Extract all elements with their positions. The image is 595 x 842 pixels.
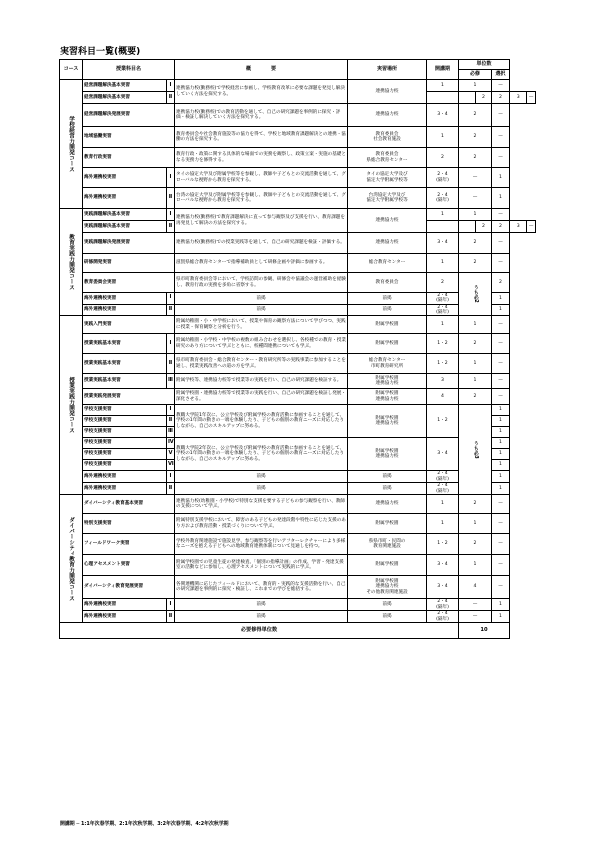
practicum-place: 前掲 bbox=[348, 471, 427, 483]
subject-summary: 教育委員会や社会教育施設等の協力を得て、学校と地域教育課題解決との連携・協働の方法を探究する。 bbox=[175, 127, 348, 148]
subject-summary: 前掲 bbox=[175, 293, 348, 305]
required-credits: 2 bbox=[459, 104, 492, 127]
offering-period: 1 bbox=[427, 209, 459, 221]
footnote: 開講期 ─ 1:1年次春学期、2:1年次秋学期、3:2年次春学期、4:2年次秋学期 bbox=[60, 821, 229, 827]
offering-period: 2・4 (隔年) bbox=[427, 304, 459, 316]
subject-summary: タイの協定大学及び附属学校等を参観し、教師や子どもとの交流活動を通して、グローバルな視野から教育を探究する。 bbox=[175, 168, 348, 188]
subject-summary: 附属学校等、連携協力校等で授業等の実践を行い、自己の研究課題を検証する。 bbox=[175, 374, 348, 389]
header-subject: 授業科目名 bbox=[83, 60, 175, 80]
offering-period: 2 bbox=[476, 221, 492, 233]
offering-period: 3・4 bbox=[427, 576, 459, 599]
offering-period: 1・2 bbox=[427, 405, 459, 438]
subject-number: Ⅱ bbox=[167, 221, 175, 233]
subject-name: 実践入門実習 bbox=[83, 316, 175, 334]
practicum-place: 前掲 bbox=[348, 483, 427, 495]
offering-period: 2・4 (隔年) bbox=[427, 483, 459, 495]
elective-credits: — bbox=[492, 254, 510, 273]
practicum-place: 前掲 bbox=[348, 293, 427, 305]
practicum-place: 附属学校園 bbox=[348, 316, 427, 334]
practicum-place: 連携協力校 bbox=[348, 495, 427, 514]
practicum-place: 前掲 bbox=[348, 599, 427, 611]
practicum-place: 附属学校園 連携協力校 bbox=[348, 389, 427, 405]
header-period: 開講期 bbox=[427, 60, 459, 80]
elective-credits: — bbox=[492, 374, 510, 389]
subject-name: 学校支援実習 bbox=[83, 427, 167, 438]
practicum-place: 教育委員会 県総合教育センター bbox=[348, 148, 427, 168]
table-row bbox=[60, 273, 536, 293]
total-value: 10 bbox=[459, 623, 510, 639]
subject-number: Ⅱ bbox=[167, 611, 175, 623]
practicum-place: 附属学校園 bbox=[348, 334, 427, 354]
practicum-place: 附属学校園 bbox=[348, 514, 427, 534]
required-note bbox=[459, 273, 492, 316]
subject-summary: 連携協力校(勤務校)で学校経営に参画し、学校教育改革に必要な課題を発見し解決していく方法を探究する。 bbox=[175, 80, 348, 104]
table-row bbox=[60, 555, 536, 576]
offering-period: 2 bbox=[492, 221, 510, 233]
required-credits: 2 bbox=[459, 389, 492, 405]
table-row bbox=[60, 168, 536, 188]
header-required: 必修 bbox=[459, 70, 492, 80]
table-row bbox=[60, 354, 536, 374]
practicum-place: 附属学校園 bbox=[348, 555, 427, 576]
offering-period: 3 bbox=[427, 374, 459, 389]
practicum-place: 連携協力校 bbox=[348, 233, 427, 254]
table-row bbox=[60, 254, 536, 273]
subject-number: Ⅰ bbox=[167, 405, 175, 416]
subject-summary: 滋賀県総合教育センターで指導補助員として研修企画や評価に参画する。 bbox=[175, 254, 348, 273]
subject-summary: 教職大学院1年次に、公立学校及び附属学校の教育活動に参画することを通して、学校の1年間の動きの一端を体験したり、子どもの個別の教育ニーズに対応したりしながら、自己のスキルアップに努める。 bbox=[175, 405, 348, 438]
elective-credits: 2 bbox=[492, 273, 510, 293]
offering-period: 2 bbox=[476, 92, 492, 104]
practicum-place: 台湾協定大学及び 協定大学附属学校等 bbox=[348, 188, 427, 209]
table-row bbox=[60, 599, 536, 611]
subject-number: Ⅱ bbox=[167, 483, 175, 495]
required-credits: 1 bbox=[459, 374, 492, 389]
practicum-place: 附属学校園 連携協力校 bbox=[348, 374, 427, 389]
practicum-place: 連携協力校 bbox=[348, 104, 427, 127]
subject-number: Ⅱ bbox=[167, 416, 175, 427]
elective-credits: 1 bbox=[492, 438, 510, 449]
table-row bbox=[60, 209, 536, 221]
table-row bbox=[60, 514, 536, 534]
required-credits: — bbox=[459, 168, 492, 188]
required-credits: 1 bbox=[459, 209, 492, 221]
subject-summary: 台湾の協定大学及び附属学校等を参観し、教師や子どもとの交流活動を通して、グローバルな視野から教育を探究する。 bbox=[175, 188, 348, 209]
table-row bbox=[60, 188, 536, 209]
offering-period: 1 bbox=[427, 254, 459, 273]
table-row bbox=[60, 495, 536, 514]
subject-name: 教育行政実習 bbox=[83, 148, 175, 168]
subject-number: Ⅵ bbox=[167, 460, 175, 471]
table-row bbox=[60, 405, 536, 416]
subject-summary: 附属幼稚園・小・中学校において、授業や保育の観察方法について学びつつ、実践に授業・保育観察と分析を行う。 bbox=[175, 316, 348, 334]
subject-number: Ⅰ bbox=[167, 471, 175, 483]
required-credits: 1 bbox=[459, 514, 492, 534]
elective-credits: — bbox=[492, 209, 510, 221]
required-credits: 3 bbox=[510, 92, 527, 104]
course-name bbox=[60, 316, 83, 495]
required-credits: 4 bbox=[459, 576, 492, 599]
elective-credits: 1 bbox=[492, 416, 510, 427]
required-note bbox=[459, 405, 492, 495]
subject-name: 海外連携校実習 bbox=[83, 483, 167, 495]
elective-credits: — bbox=[527, 221, 536, 233]
offering-period: 2・4 (隔年) bbox=[427, 188, 459, 209]
table-row bbox=[60, 334, 536, 354]
elective-credits: — bbox=[492, 534, 510, 555]
subject-number: Ⅱ bbox=[167, 188, 175, 209]
subject-name: 心理アセスメント実習 bbox=[83, 555, 175, 576]
elective-credits: 1 bbox=[492, 483, 510, 495]
subject-name: 学校支援実習 bbox=[83, 460, 167, 471]
required-credits: — bbox=[459, 611, 492, 623]
subject-summary: 連携協力校(勤務校)での授業実践等を通して、自己の研究課題を検証・評価する。 bbox=[175, 233, 348, 254]
header-credits: 単位数 bbox=[459, 60, 510, 70]
subject-summary: 連携協力校(勤務校)での教育活動を通して、自己の研究課題を事例的に探究・評価・検証し解決していく方法を探究する。 bbox=[175, 104, 348, 127]
subject-summary: 県市町教育委員会・総合教育センター・教育研究所等の実践事業に参加することを通し、授業実践改善への道の方を学ぶ。 bbox=[175, 354, 348, 374]
elective-credits: — bbox=[492, 514, 510, 534]
elective-credits: — bbox=[492, 354, 510, 374]
subject-number: Ⅱ bbox=[167, 354, 175, 374]
offering-period: 2・4 (隔年) bbox=[427, 168, 459, 188]
offering-period: 3・4 bbox=[427, 438, 459, 471]
offering-period: 1・2 bbox=[427, 534, 459, 555]
course-label: ダイバーシティ教育力開発コース bbox=[68, 516, 75, 601]
subject-name: 学校支援実習 bbox=[83, 405, 167, 416]
required-credits: 2 bbox=[459, 127, 492, 148]
required-credits: 2 bbox=[459, 254, 492, 273]
required-credits: 2 bbox=[459, 334, 492, 354]
required-credits: 2 bbox=[459, 148, 492, 168]
subject-name: 海外連携校実習 bbox=[83, 611, 167, 623]
elective-credits: 1 bbox=[492, 304, 510, 316]
practicum-table bbox=[59, 59, 536, 639]
elective-credits: 1 bbox=[492, 599, 510, 611]
subject-name: 授業実践発展実習 bbox=[83, 389, 175, 405]
subject-summary: 各関連機関に応じたフィールドにおいて、教育的・実践的な支援活動を行い、自己の研究課題を事例的に探究・検証し、これまでの学びを総括する。 bbox=[175, 576, 348, 599]
required-credits: 1 bbox=[459, 555, 492, 576]
subject-name: 海外連携校実習 bbox=[83, 471, 167, 483]
subject-summary: 附属特別支援学校において、障害のある子どもの発達段階や特性に応じた支援のあり方および教育活動・授業づくりについて学ぶ。 bbox=[175, 514, 348, 534]
elective-credits: 1 bbox=[492, 427, 510, 438]
subject-number: Ⅱ bbox=[167, 92, 175, 104]
offering-period: 1 bbox=[427, 127, 459, 148]
subject-summary: 教職大学院2年次に、公立学校及び附属学校の教育活動に参画することを通して、学校の1年間の動きの一端を体験したり、子どもの個別の教育ニーズに対応したりしながら、自己のスキルアップに努める。 bbox=[175, 438, 348, 471]
elective-credits: 1 bbox=[492, 611, 510, 623]
practicum-place: タイの協定大学及び 協定大学附属学校等 bbox=[348, 168, 427, 188]
required-note-label: うち必3 bbox=[472, 440, 478, 459]
course-name bbox=[60, 80, 83, 209]
elective-credits: 1 bbox=[492, 188, 510, 209]
course-name bbox=[60, 495, 83, 623]
subject-name: 研修開発実習 bbox=[83, 254, 175, 273]
table-row bbox=[60, 576, 536, 599]
subject-number: Ⅰ bbox=[167, 168, 175, 188]
elective-credits: — bbox=[492, 316, 510, 334]
offering-period: 1 bbox=[427, 514, 459, 534]
offering-period: 1・2 bbox=[427, 354, 459, 374]
course-name bbox=[60, 209, 83, 316]
required-credits: — bbox=[459, 599, 492, 611]
subject-name: 授業実践基本実習 bbox=[83, 374, 167, 389]
subject-name: 学校支援実習 bbox=[83, 416, 167, 427]
elective-credits: — bbox=[492, 233, 510, 254]
practicum-place: 附属学校園 連携協力校 bbox=[348, 438, 427, 471]
offering-period: 2・4 (隔年) bbox=[427, 599, 459, 611]
subject-name: 海外連携校実習 bbox=[83, 293, 167, 305]
subject-name: 経営課題解決発展実習 bbox=[83, 104, 175, 127]
subject-name: 授業実践基本実習 bbox=[83, 334, 167, 354]
offering-period: 2・4 (隔年) bbox=[427, 611, 459, 623]
practicum-place: 教育委員会 bbox=[348, 273, 427, 293]
subject-name: 学校支援実習 bbox=[83, 449, 167, 460]
required-credits: 2 bbox=[459, 495, 492, 514]
header-place: 実習場所 bbox=[348, 60, 427, 80]
subject-name: ダイバーシティ教育発展実習 bbox=[83, 576, 175, 599]
required-credits: — bbox=[459, 188, 492, 209]
practicum-place: 前掲 bbox=[348, 611, 427, 623]
subject-name: 経営課題解決基本実習 bbox=[83, 80, 167, 92]
offering-period: 2・4 (隔年) bbox=[427, 471, 459, 483]
subject-summary: 連携協力校(幼稚園・小学校)で特別な支援を要する子どもの参与観察を行い、教師の支援について学ぶ。 bbox=[175, 495, 348, 514]
subject-summary: 連携協力校(勤務校)で教育課題解決に直って参与観察及び支援を行い、教育課題を再発見して解決の方法を探究する。 bbox=[175, 209, 348, 233]
table-row bbox=[60, 127, 536, 148]
subject-name: 実践課題解決基本実習 bbox=[83, 221, 167, 233]
subject-name: 地域協働実習 bbox=[83, 127, 175, 148]
elective-credits: — bbox=[492, 104, 510, 127]
subject-summary: 教育行政・政策に関する具体的な場面での実務を観察し、政策立案・実施の基礎となる実務力を修得する。 bbox=[175, 148, 348, 168]
elective-credits: — bbox=[527, 92, 536, 104]
subject-number: Ⅰ bbox=[167, 334, 175, 354]
subject-summary: 前掲 bbox=[175, 483, 348, 495]
required-credits: 1 bbox=[459, 316, 492, 334]
subject-number: Ⅳ bbox=[167, 438, 175, 449]
offering-period: 1 bbox=[427, 316, 459, 334]
practicum-place: 県県市町・民間の 教育関連施設 bbox=[348, 534, 427, 555]
elective-credits: — bbox=[492, 576, 510, 599]
table-row bbox=[60, 233, 536, 254]
table-row bbox=[60, 374, 536, 389]
subject-name: 実践課題解決発展実習 bbox=[83, 233, 175, 254]
subject-name: 学校支援実習 bbox=[83, 438, 167, 449]
subject-number: Ⅲ bbox=[167, 374, 175, 389]
practicum-place: 総合教育センター 市町教育研究所 bbox=[348, 354, 427, 374]
elective-credits: 1 bbox=[492, 168, 510, 188]
subject-summary: 附属学校園・連携協力校等で授業等の実践を行い、自己の研究課題を検証し発展・深化させる。 bbox=[175, 389, 348, 405]
offering-period: 2 bbox=[492, 92, 510, 104]
required-credits: 1 bbox=[459, 354, 492, 374]
total-label: 必要修得単位数 bbox=[60, 623, 459, 639]
header-course: コース bbox=[60, 60, 83, 80]
elective-credits: — bbox=[492, 555, 510, 576]
elective-credits: — bbox=[492, 127, 510, 148]
course-label: 教育実践力開発コース bbox=[68, 234, 75, 291]
subject-number: Ⅰ bbox=[167, 209, 175, 221]
subject-number: Ⅱ bbox=[167, 304, 175, 316]
subject-name: 海外連携校実習 bbox=[83, 304, 167, 316]
subject-number: Ⅰ bbox=[167, 293, 175, 305]
practicum-place: 連携協力校 bbox=[348, 80, 427, 104]
subject-summary bbox=[427, 221, 459, 233]
subject-name: フィールドワーク実習 bbox=[83, 534, 175, 555]
subject-summary: 学校外教育関連施設で施設見学、参与観察等を行いアフターレクチャーにより多様なニーズを抱える子どもへの地域教育連携体制について見通しを持つ。 bbox=[175, 534, 348, 555]
elective-credits: 1 bbox=[492, 293, 510, 305]
elective-credits: — bbox=[492, 389, 510, 405]
table-row bbox=[60, 80, 536, 92]
subject-name: 授業実践基本実習 bbox=[83, 354, 167, 374]
subject-number: Ⅲ bbox=[167, 427, 175, 438]
subject-name: 海外連携校実習 bbox=[83, 168, 167, 188]
subject-summary: 附属幼稚園・小学校・中学校の複数の組み合わせを選択し、各校種での教育・授業研究のあり方について学ぶとともに、校種間連携についても学ぶ。 bbox=[175, 334, 348, 354]
offering-period: 1・2 bbox=[427, 334, 459, 354]
practicum-place: 前掲 bbox=[348, 304, 427, 316]
subject-name: 特別支援実習 bbox=[83, 514, 175, 534]
subject-name: 海外連携校実習 bbox=[83, 188, 167, 209]
course-label: 学校経営力開発コース bbox=[68, 116, 75, 172]
required-credits: 2 bbox=[459, 534, 492, 555]
practicum-place: 附属学校園 連携協力校 その他教育関連施設 bbox=[348, 576, 427, 599]
elective-credits: 1 bbox=[492, 405, 510, 416]
table-row bbox=[60, 534, 536, 555]
elective-credits: — bbox=[492, 80, 510, 92]
offering-period: 1 bbox=[427, 80, 459, 92]
elective-credits: — bbox=[492, 495, 510, 514]
table-row bbox=[60, 104, 536, 127]
offering-period: 3・4 bbox=[427, 233, 459, 254]
subject-name: 教育委員会実習 bbox=[83, 273, 175, 293]
subject-name: 経営課題解決基本実習 bbox=[83, 92, 167, 104]
subject-summary: 前掲 bbox=[175, 599, 348, 611]
subject-number: Ⅰ bbox=[167, 599, 175, 611]
required-credits: 2 bbox=[459, 233, 492, 254]
elective-credits: 1 bbox=[492, 460, 510, 471]
table-row bbox=[60, 148, 536, 168]
practicum-place: 連携協力校 bbox=[348, 209, 427, 233]
offering-period: 1 bbox=[427, 495, 459, 514]
practicum-place bbox=[459, 92, 476, 104]
subject-name: 海外連携校実習 bbox=[83, 599, 167, 611]
offering-period: 3・4 bbox=[427, 555, 459, 576]
subject-name: ダイバーシティ教育基本実習 bbox=[83, 495, 175, 514]
practicum-place: 附属学校園 連携協力校 bbox=[348, 405, 427, 438]
subject-summary: 県市町教育委員会等において、学校訪問の参観、研修会や協議会の運営補助を経験し、教育行政の実務を多角に省察する。 bbox=[175, 273, 348, 293]
offering-period: 4 bbox=[427, 389, 459, 405]
practicum-place bbox=[459, 221, 476, 233]
subject-number: Ⅴ bbox=[167, 449, 175, 460]
header-summary: 概 要 bbox=[175, 60, 348, 80]
offering-period: 3・4 bbox=[427, 104, 459, 127]
elective-credits: 1 bbox=[492, 449, 510, 460]
required-credits: 3 bbox=[510, 221, 527, 233]
course-label: 授業実践力開発コース bbox=[68, 377, 75, 434]
subject-summary: 前掲 bbox=[175, 471, 348, 483]
elective-credits: — bbox=[492, 148, 510, 168]
subject-summary: 附属学校園での児童生徒の発達検査、「個別の指導計画」の作成、学習・発達支援室の活動などに参加し、心理アセスメントについて実践的に学ぶ。 bbox=[175, 555, 348, 576]
subject-summary: 前掲 bbox=[175, 304, 348, 316]
elective-credits: 1 bbox=[492, 471, 510, 483]
required-note-label: うち必2 bbox=[472, 285, 478, 303]
practicum-place: 教育委員会 社会教育施設 bbox=[348, 127, 427, 148]
offering-period: 2・4 (隔年) bbox=[427, 293, 459, 305]
header-elective: 選択 bbox=[492, 70, 510, 80]
subject-summary bbox=[427, 92, 459, 104]
table-row bbox=[60, 611, 536, 623]
subject-summary: 前掲 bbox=[175, 611, 348, 623]
table-row bbox=[60, 389, 536, 405]
elective-credits: — bbox=[492, 334, 510, 354]
required-credits: 1 bbox=[459, 80, 492, 92]
table-row bbox=[60, 316, 536, 334]
offering-period: 2 bbox=[427, 273, 459, 293]
page-title: 実習科目一覧(概要) bbox=[60, 47, 141, 57]
subject-number: Ⅰ bbox=[167, 80, 175, 92]
subject-name: 実践課題解決基本実習 bbox=[83, 209, 167, 221]
practicum-place: 総合教育センター bbox=[348, 254, 427, 273]
offering-period: 2 bbox=[427, 148, 459, 168]
